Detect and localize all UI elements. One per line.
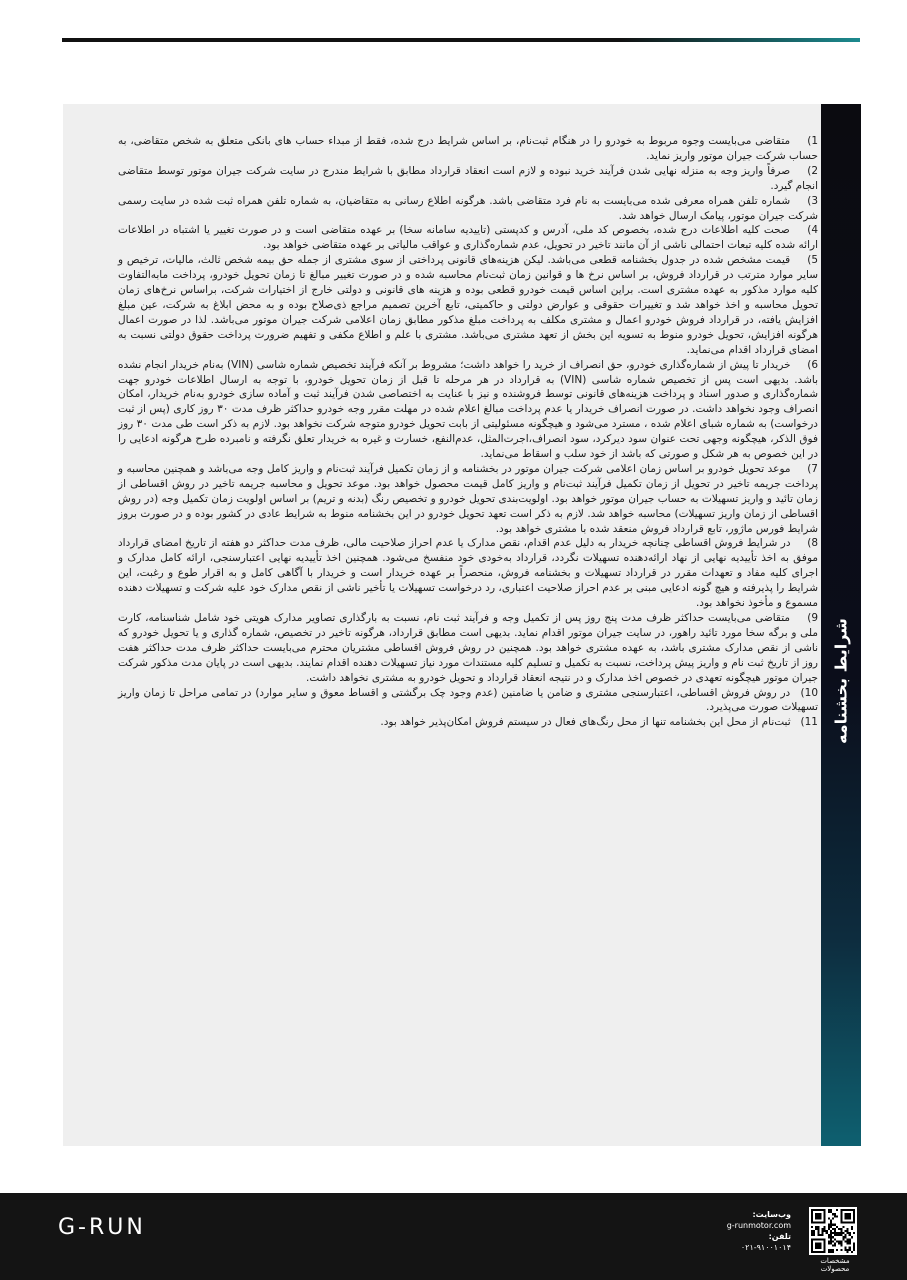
qr-code-icon[interactable]: [809, 1207, 857, 1255]
terms-list: [118, 134, 818, 730]
term-text: شماره تلفن همراه معرفی شده می‌بایست به نام فرد متقاضی باشد. هرگونه اطلاع رسانی به متقاضیان، به شماره تلفن همراه ثبت شده در سایت رسمی شرکت جیران موتور، پیامک ارسال خواهد شد.: [118, 194, 818, 222]
term-item: [118, 611, 818, 686]
term-item: [118, 358, 818, 462]
term-number: 7): [807, 462, 818, 475]
contact-info: [727, 1209, 791, 1253]
term-number: 8): [807, 537, 819, 550]
footer: [0, 1193, 907, 1280]
top-divider: [62, 38, 860, 42]
term-number: 3): [807, 194, 818, 207]
term-text: قیمت مشخص شده در جدول بخشنامه قطعی می‌باشد. لیکن هزینه‌های قانونی پرداختی از سوی مشتری از جمله حق بیمه شخص ثالث، مالیات، ترخیص و سایر موارد مترتب در قرارداد فروش، بر اساس نرخ ها و قوانین زمان ثبت‌نام محاسبه شده و در صورت تغییر مبالغ تا زمان تحویل خودرو، پرداخت مابه‌التفاوت کلیه موارد مذکور به عهده مشتری است. براین اساس قیمت خودرو قطعی بوده و هزینه های قانونی و دولتی خارج از اختیارات شرکت، براساس نرخ‌های زمان تحویل محاسبه و اخذ خواهد شد و تغییرات حقوقی و عوارض دولتی و حاکمیتی، تابع آخرین تصمیم مراجع ذی‌صلاح بوده و به محض ابلاغ به شرکت، عین مبلغ افزایش یافته، در قرارداد فروش خودرو اعمال و مشتری مکلف به پرداخت مبلغ مذکور مطابق زمان اعلامی شرکت جیران موتور می‌باشد. لذا در صورت اعمال هرگونه افزایش، تحویل خودرو منوط به تسویه این بخش از تعهد مشتری می‌باشد. مشتری با علم و اطلاع مکفی و تفهیم ضرورت پرداخت حقوق دولتی نسبت به امضای قرارداد اقدام می‌نماید.: [118, 254, 818, 356]
term-number: 9): [807, 612, 819, 624]
term-text: موعد تحویل خودرو بر اساس زمان اعلامی شرکت جیران موتور در بخشنامه و از زمان تکمیل فرآیند ثبت‌نام و واریز کامل وجه می‌باشد و همچنین محاسبه و پرداخت جریمه تاخیر در تحویل از زمان تکمیل فرآیند ثبت‌نام و واریز کامل قیمت محصول خواهد بود. موعد تحویل و محاسبه جریمه تاخیر در روش اقساطی از زمان تائید و واریز تسهیلات به حساب جیران موتور خواهد بود. اولویت‌بندی تحویل خودرو و تخصیص رنگ (بدنه و تریم) بر اساس اولویت زمان تکمیل وجه (در روش اقساطی از زمان واریز تسهیلات) محاسبه خواهد شد. لازم به ذکر است تعهد تحویل خودرو در این بخشنامه منوط به شرایط عادی در کشور بوده و در صورت بروز شرایط فورس ماژور، تابع قرارداد فروش منعقد شده با مشتری خواهد بود.: [118, 462, 818, 535]
term-text: متقاضی می‌بایست وجوه مربوط به خودرو را در هنگام ثبت‌نام، بر اساس شرایط درج شده، فقط از مبداء حساب های بانکی متعلق به شخص متقاضی، به حساب شرکت جیران موتور واریز نماید.: [118, 135, 818, 162]
side-tab-title: شرایط بخشنامه: [831, 618, 851, 744]
term-item: [118, 536, 818, 611]
website-link[interactable]: g-runmotor.com: [726, 1221, 791, 1230]
side-tab: [821, 104, 861, 1146]
term-item: [118, 253, 818, 357]
term-text: خریدار تا پیش از شماره‌گذاری خودرو، حق انصراف از خرید را خواهد داشت؛ مشروط بر آنکه فرآیند تخصیص شماره شاسی (VIN) به‌نام خریدار انجام نشده باشد. بدیهی است پس از تخصیص شماره شاسی (VIN) به قرارداد در هر مرحله تا قبل از زمان تحویل خودرو، با توجه به ارسال اطلاعات خودرو جهت شماره‌گذاری و صدور اسناد و پرداخت هزینه‌های قانونی توسط فروشنده و نیز با عنایت به اختصاصی شدن فرآیند ثبت و آماده سازی خودرو به‌نام خریدار، امکان انصراف وجود نخواهد داشت. در صورت انصراف خریدار یا عدم پرداخت مبالغ اعلام شده در مهلت مقرر وجه خودرو حداکثر ظرف مدت ۳۰ روز کاری (پس از ثبت درخواست) به شماره شبای اعلام شده ، مسترد می‌شود و هیچگونه مسئولیتی از بابت تحویل خودرو متوجه شرکت نخواهد بود. لازم به ذکر است طی مدت ۳۰ روز فوق الذکر، هیچگونه وجهی تحت عنوان سود دیرکرد، سود انصراف،اجرت‌المثل، عدم‌النفع، خسارت و غیره به خریدار تعلق نگرفته و نامبرده طرح هرگونه ادعایی را در این خصوص به هر شکل و صورتی که باشد از خود سلب و اسقاط می‌نماید.: [118, 358, 819, 461]
term-text: صحت کلیه اطلاعات درج شده، بخصوص کد ملی، آدرس و کدپستی (تاییدیه سامانه سخا) بر عهده متقاضی است و در صورت تغییر یا اشتباه در اطلاعات ارائه شده کلیه تبعات احتمالی ناشی از آن مانند تاخیر در تحویل، عدم شماره‌گذاری و عواقب مالیاتی بر عهده متقاضی خواهد بود.: [118, 224, 818, 252]
term-item: [118, 164, 818, 194]
term-item: [118, 194, 818, 224]
term-text: صرفاً واریز وجه به منزله نهایی شدن فرآیند خرید نبوده و لازم است انعقاد قرارداد مطابق با شرایط مندرج در سایت شرکت جیران موتور توسط متقاضی انجام گیرد.: [118, 164, 818, 192]
term-text: در روش فروش اقساطی، اعتبارسنجی مشتری و ضامن یا ضامنین (عدم وجود چک برگشتی و اقساط معوق و سایر موارد) در تمامی مراحل تا زمان واریز تسهیلات صورت می‌پذیرد.: [118, 686, 818, 714]
term-number: 2): [807, 164, 818, 177]
term-text: در شرایط فروش اقساطی چنانچه خریدار به دلیل عدم اقدام، نقص مدارک یا عدم احراز صلاحیت مالی، ظرف مدت حداکثر دو هفته از تاریخ امضای قرارداد موفق به اخذ تأییدیه نهایی از نهاد ارائه‌دهنده تسهیلات نگردد، قرارداد به‌خودی خود منفسخ می‌شود. همچنین اخذ تأییدیه نهایی اعتبارسنجی، ارائه کامل مدارک و اجرای کلیه مفاد و تعهدات مقرر در قرارداد تسهیلات و بخشنامه فروش، منحصراً بر عهده خریدار است و خریدار با آگاهی کامل و به اقرار طوع و رغبت، این شرایط را پذیرفته و هیچ گونه ادعایی مبنی بر عدم احراز صلاحیت اعتباری، رد درخواست تسهیلات یا تأخیر ناشی از نقص مدارک خود علیه شرکت و تسهیلات دهنده مسموع و مأخوذ نخواهد بود.: [118, 537, 818, 610]
phone-number[interactable]: ۰۲۱-۹۱۰۰۱۰۱۴: [740, 1243, 791, 1252]
term-number: 4): [807, 224, 818, 237]
term-item: [118, 223, 818, 253]
term-number: 6): [807, 358, 819, 371]
term-number: 10): [800, 686, 819, 699]
term-number: 1): [807, 135, 818, 147]
term-item: [118, 686, 818, 716]
term-text: ثبت‌نام از محل این بخشنامه تنها از محل رنگ‌های فعال در سیستم فروش امکان‌پذیر خواهد بود.: [380, 716, 791, 729]
term-number: 11): [800, 716, 818, 729]
qr-caption: مشخصات محصولات: [820, 1257, 850, 1273]
brand-logo: G-RUN: [58, 1215, 146, 1240]
term-number: 5): [807, 254, 819, 267]
term-item: [118, 134, 818, 164]
phone-label: تلفن:: [768, 1232, 791, 1241]
term-item: [118, 715, 818, 730]
term-text: متقاضی می‌بایست حداکثر ظرف مدت پنج روز پس از تکمیل وجه و فرآیند ثبت نام، نسبت به بارگذاری تصاویر مدارک هویتی خود شامل شناسنامه، کارت ملی و برگه سخا مورد تائید راهور، در سایت جیران موتور اقدام نماید. بدیهی است مطابق قرارداد، هرگونه تاخیر در تخصیص، شماره گذاری و یا تحویل خودرو که ناشی از نقص مدارک مشتری باشد، به عهده مشتری خواهد بود. همچنین در روش فروش اقساطی مشتریان محترم می‌بایست حداکثر ظرف مدت حداکثر هفت روز از تاریخ ثبت نام و واریز پیش پرداخت، نسبت به تکمیل و تسلیم کلیه مستندات مورد نیاز تسهیلات دهنده اقدام نمایند. بدیهی است در پایان مدت مذکور شرکت جیران موتور هیچگونه تعهدی در خصوص اخذ مدارک و در نتیجه انعقاد قرارداد و تحویل خودرو به مشتری نخواهد داشت.: [118, 612, 818, 684]
term-item: [118, 462, 818, 537]
website-label: وب‌سایت:: [752, 1210, 791, 1219]
